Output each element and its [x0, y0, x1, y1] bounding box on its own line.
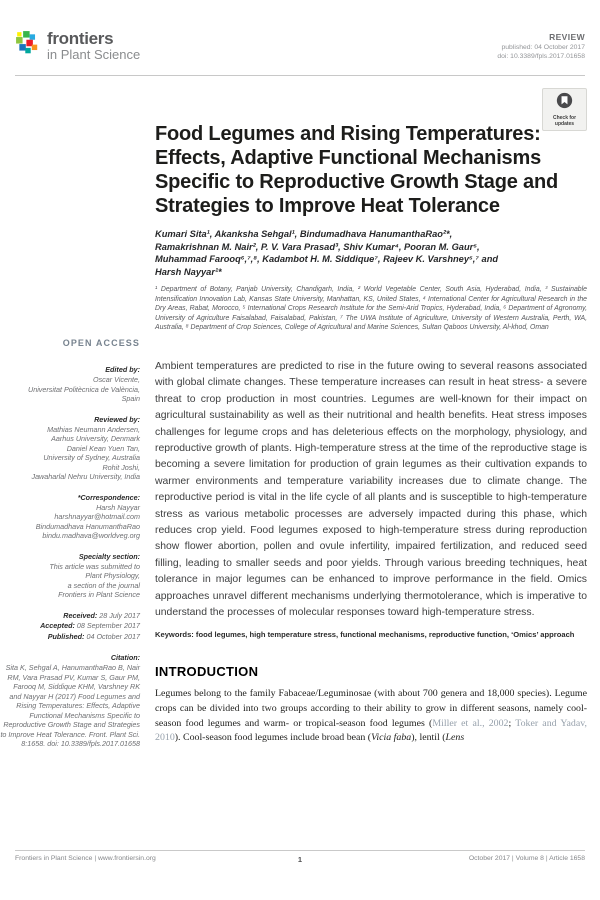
author-list [155, 228, 587, 278]
published-row [0, 632, 140, 643]
citation-link[interactable]: Miller et al., 2002 [432, 717, 509, 729]
citation-link[interactable]: Toker and Yadav, 2010 [155, 717, 587, 744]
accepted-label: Accepted: [40, 621, 75, 630]
published-label: Published: [47, 631, 85, 641]
intro-text: ). Cool-season food legumes include broad bean ( [174, 732, 372, 744]
edited-by-label: Edited by: [105, 365, 140, 374]
correspondence-label: *Correspondence: [77, 492, 140, 502]
correspondence-email[interactable]: harshnayyar@hotmail.com [54, 512, 140, 521]
page-footer [15, 855, 585, 864]
reviewed-by-section [0, 415, 140, 482]
footer-issue-info: October 2017 | Volume 8 | Article 1658 [468, 855, 585, 862]
species-name: Vicia faba [371, 732, 412, 744]
specialty-section [0, 552, 140, 600]
edited-by-section [0, 365, 140, 404]
intro-text: Legumes belong to the family Fabaceae/Leguminosae (with about 700 genera and 18,000 species). Legume crops can be divided into two groups according to their ability to grow in different seasons, namely cool-season food legumes and warm- or tropical-season food legumes ( [155, 688, 587, 729]
specialty-line: a section of the journal [67, 580, 140, 590]
received-date: 28 July 2017 [99, 610, 140, 620]
header-divider [15, 75, 585, 76]
journal-subtitle: in Plant Science [47, 47, 141, 62]
introduction-paragraph [155, 687, 587, 745]
reviewer-line: Daniel Kean Yuen Tan, [66, 443, 140, 453]
article-type-label: REVIEW [549, 32, 585, 42]
editor-line: Universitat Politècnica de València, [28, 384, 140, 394]
citation-label: Citation: [110, 653, 140, 662]
editor-line: Spain [121, 394, 140, 403]
page-header [15, 30, 585, 74]
introduction-heading: INTRODUCTION [155, 664, 259, 680]
intro-text: ; [508, 717, 516, 729]
editor-line: Oscar Vicente, [92, 375, 140, 384]
specialty-label: Specialty section: [78, 551, 140, 561]
main-column [155, 122, 587, 746]
specialty-line: This article was submitted to [49, 561, 140, 571]
doi-link[interactable]: doi: 10.3389/fpls.2017.01658 [497, 53, 585, 60]
dates-section [0, 611, 140, 643]
check-updates-label: Check for updates [552, 115, 577, 127]
received-label: Received: [63, 610, 98, 620]
published-date-side: 04 October 2017 [86, 631, 140, 641]
sidebar [0, 338, 140, 760]
article-meta [497, 30, 585, 61]
frontiers-logo-icon [15, 30, 41, 61]
footer-divider [15, 850, 585, 851]
correspondence-name: Harsh Nayyar [96, 502, 140, 512]
intro-text: ), lentil ( [411, 732, 446, 744]
received-row [0, 611, 140, 622]
keywords-line: Keywords: food legumes, high temperature stress, functional mechanisms, reproductive function, ‘Omics’ approach [155, 630, 575, 640]
specialty-line: Plant Physiology, [85, 571, 140, 580]
published-date: published: 04 October 2017 [501, 44, 585, 51]
author-line: Muhammad Farooq⁶,⁷,⁸, Kadambot H. M. Siddique⁷, Rajeev K. Varshney⁵,⁷ and [155, 254, 499, 264]
correspondence-section [0, 493, 140, 541]
reviewer-line: Rohit Joshi, [102, 462, 140, 472]
citation-text: Sita K, Sehgal A, HanumanthaRao B, Nair RM, Vara Prasad PV, Kumar S, Gaur PM, Farooq M, Siddique KHM, Varshney RK and Nayyar H (2017) Food Legumes and Rising Temperatures: Effects, Adaptive Functional Mechanisms Specific to Reproductive Growth Stage and Strategies to Improve Heat Tolerance. Front. Plant Sci. 8:1658. doi: 10.3389/fpls.2017.01658 [0, 663, 140, 748]
reviewed-by-label: Reviewed by: [94, 414, 140, 424]
accepted-row [0, 621, 140, 632]
reviewer-line: Aarhus University, Denmark [51, 434, 140, 443]
journal-name: frontiers [47, 29, 114, 48]
affiliations: ¹ Department of Botany, Panjab University, Chandigarh, India, ² World Vegetable Center, South Asia, Hyderabad, India, ³ Sustainable Intensification Innovation Lab, Kansas State University, Manhattan, KS, United States, ⁴ International Center for Agricultural Research in the Dry Areas, Rabat, Morocco, ⁵ International Crops Research Institute for the Semi-Arid Tropics, Hyderabad, India, ⁶ Department of Agronomy, University of Agriculture Faisalabad, Faisalabad, Pakistan, ⁷ The UWA Institute of Agriculture, University of Western Australia, Perth, WA, Australia, ⁸ Department of Crop Sciences, College of Agricultural and Marine Sciences, Sultan Qaboos University, Al-khod, Oman [155, 286, 587, 332]
author-line: Harsh Nayyar¹* [155, 266, 222, 277]
footer-page-number: 1 [297, 855, 303, 864]
check-updates-icon [556, 92, 573, 114]
reviewer-line: University of Sydney, Australia [43, 453, 140, 462]
open-access-label: OPEN ACCESS [62, 338, 140, 348]
reviewer-line: Jawaharlal Nehru University, India [31, 472, 140, 481]
reviewer-line: Mathias Neumann Andersen, [47, 424, 140, 434]
accepted-date: 08 September 2017 [76, 621, 140, 630]
citation-section [0, 653, 140, 749]
author-line: Kumari Sita¹, Akanksha Sehgal¹, Bindumadhava HanumanthaRao²*, [155, 229, 453, 239]
frontiers-logo [15, 30, 140, 62]
author-line: Ramakrishnan M. Nair², P. V. Vara Prasad³, Shiv Kumar⁴, Pooran M. Gaur⁵, [155, 241, 480, 252]
correspondence-name: Bindumadhava HanumanthaRao [35, 521, 140, 531]
correspondence-email[interactable]: bindu.madhava@worldveg.org [42, 531, 140, 540]
footer-journal-link[interactable]: Frontiers in Plant Science | www.frontiersin.org [15, 855, 156, 862]
article-title: Food Legumes and Rising Temperatures: Effects, Adaptive Functional Mechanisms Specific to Reproductive Growth Stage and Strategies to Improve Heat Tolerance [155, 123, 558, 217]
species-name: Lens [445, 732, 465, 744]
abstract-text: Ambient temperatures are predicted to rise in the future owing to several reasons associated with global climate changes. These temperature increases can result in heat stress- a severe threat to crop production in most countries. Legumes are well-known for their impact on agricultural sustainability as well as their nutritional and health benefits. Heat stress imposes challenges for legume crops and has deleterious effects on the morphology, physiology, and reproductive growth of plants. High-temperature stress at the time of the reproductive stage is becoming a severe limitation for production of grain legumes as their cultivation expands to warmer environments and temperature variability increases due to climate change. The reproductive period is vital in the life cycle of all plants and is susceptible to high-temperature stress as various metabolic processes are adversely impacted during this phase, which reduces crop yield. Food legumes exposed to high-temperature stress during reproduction show flower abortion, pollen and ovule infertility, impaired fertilization, and reduced seed filling, leading to smaller seeds and poor yields. Through various breeding techniques, heat tolerance in major legumes can be enhanced to improve performance in the field. Omics approaches unravel different mechanisms underlying thermotolerance, which is imperative to understand the processes of molecular responses toward high-temperature stress. [155, 360, 587, 619]
specialty-line: Frontiers in Plant Science [58, 590, 140, 599]
